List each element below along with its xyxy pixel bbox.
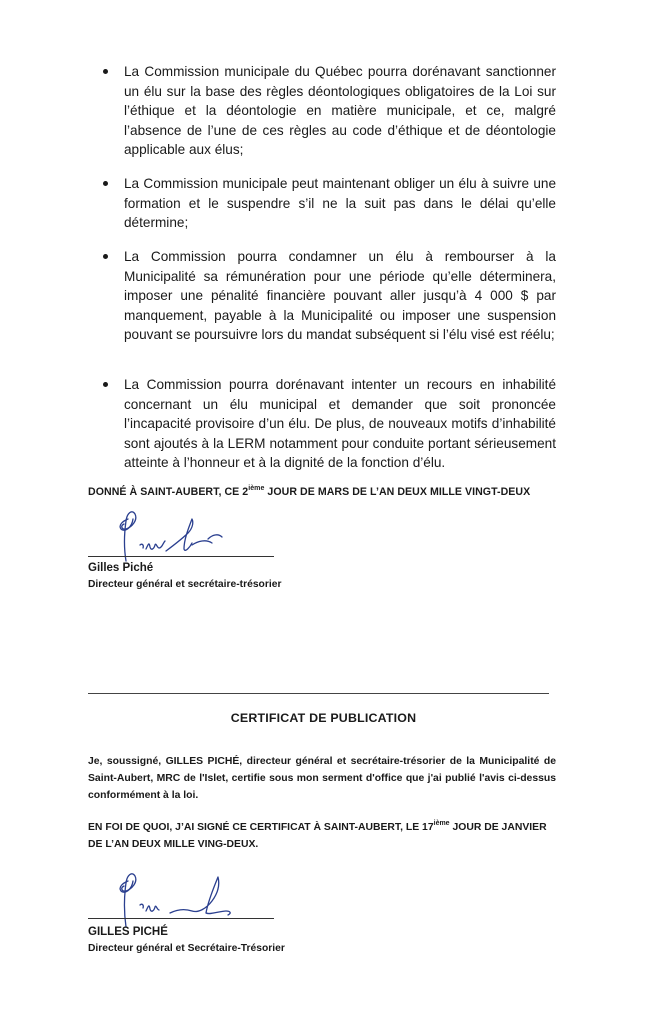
signing-statement: [88, 485, 530, 498]
bullet-text: La Commission pourra condamner un élu à rembourser à la Municipalité sa rémunération pour une période qu’elle déterminera, imposer une pénalité financière pouvant aller jusqu’à 4 000 $ par manquement, payable à la Municipalité ou imposer une suspension pouvant se poursuivre lors du mandat subséquent si l’élu visé est réélu;: [124, 249, 556, 342]
bullet-text: La Commission pourra dorénavant intenter un recours en inhabilité concernant un élu municipal et demander que soit prononcée l’incapacité provisoire d’un élu. De plus, de nouveaux motifs d’inhabilité sont ajoutés à la LERM notamment pour conduite portant sérieusement atteinte à l’honneur et à la dignité de la fonction d’élu.: [124, 377, 556, 470]
certificate-attestation: [88, 815, 556, 853]
bullet-dot-icon: [103, 254, 108, 259]
signatory-name: Gilles Piché: [88, 562, 154, 574]
certificate-title: CERTIFICAT DE PUBLICATION: [230, 711, 417, 725]
signing-statement-suffix: JOUR DE MARS DE L’AN DEUX MILLE VINGT-DEUX: [264, 486, 531, 498]
signature-block: [88, 865, 288, 960]
section-divider: [88, 693, 549, 694]
bullet-dot-icon: [103, 69, 108, 74]
bullet-text: La Commission municipale du Québec pourra dorénavant sanctionner un élu sur la base des règles déontologiques obligatoires de la Loi sur l’éthique et la déontologie en matière municipale, et ce, malgré l’absence de l’une de ces règles au code d’éthique et de déontologie applicable aux élus;: [124, 64, 556, 157]
signature-line: [88, 918, 274, 919]
signatory-title: Directeur général et secrétaire-trésorier: [88, 579, 282, 590]
bullet-dot-icon: [103, 382, 108, 387]
bullet-dot-icon: [103, 181, 108, 186]
attestation-ordinal: ième: [433, 820, 450, 827]
attestation-suffix: JOUR DE JANVIER DE L’AN DEUX MILLE VING-DEUX.: [88, 822, 547, 850]
attestation-prefix: EN FOI DE QUOI, J’AI SIGNÉ CE CERTIFICAT À SAINT-AUBERT, LE 17: [88, 822, 434, 833]
signature-block: [88, 505, 288, 595]
signatory-name: GILLES PICHÉ: [88, 926, 168, 938]
signatory-title: Directeur général et Secrétaire-Trésorier: [88, 943, 285, 954]
signing-statement-prefix: DONNÉ À SAINT-AUBERT, CE 2: [88, 486, 249, 498]
bullet-text: La Commission municipale peut maintenant obliger un élu à suivre une formation et le suspendre s’il ne la suit pas dans le délai qu’elle détermine;: [124, 176, 556, 230]
signature-line: [88, 556, 274, 557]
handwritten-signature-icon: [88, 865, 288, 930]
signing-statement-ordinal: ième: [248, 485, 265, 492]
certificate-body: Je, soussigné, GILLES PICHÉ, directeur général et secrétaire-trésorier de la Municipalité de Saint-Aubert, MRC de l'Islet, certifie sous mon serment d'office que j'ai publié l'avis ci-dessus conformément à la loi.: [88, 756, 556, 801]
